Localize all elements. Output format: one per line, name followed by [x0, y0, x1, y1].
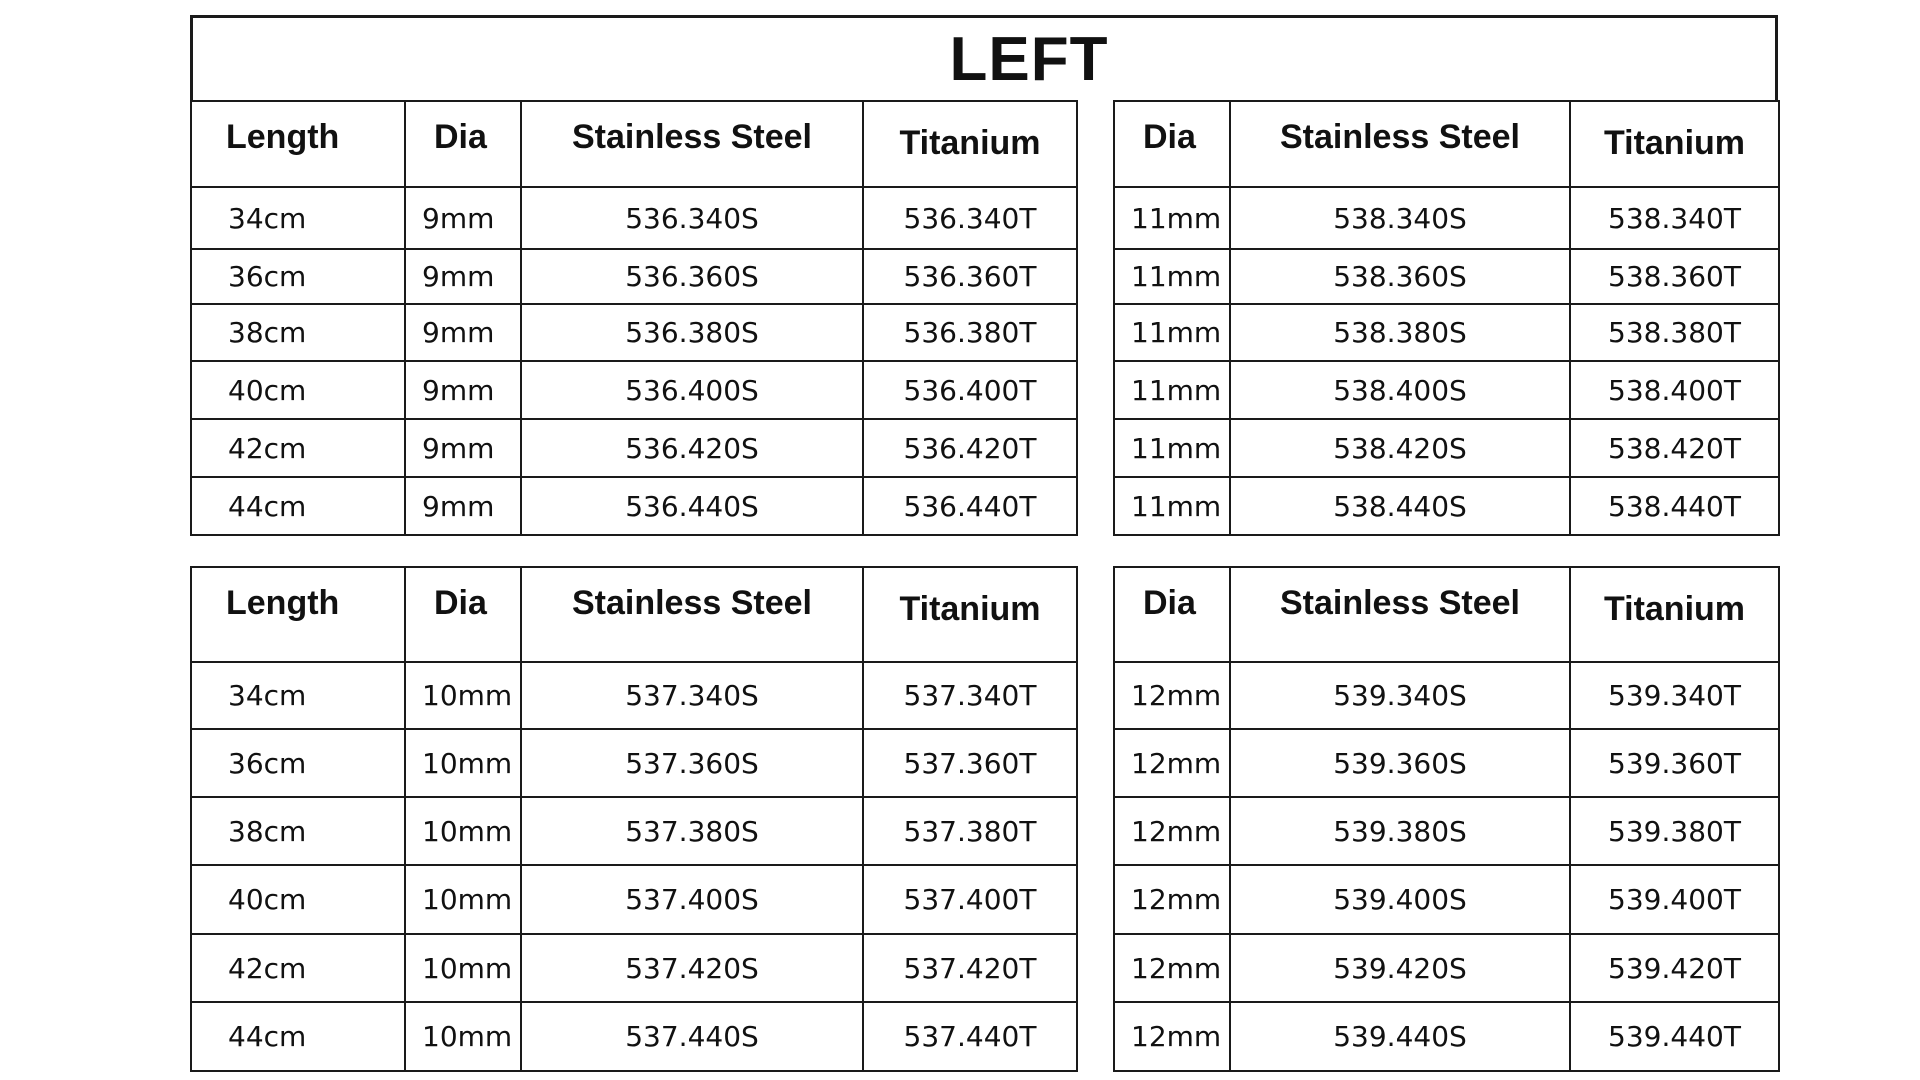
- cell-stainless-steel: 538.340S: [1230, 187, 1570, 249]
- cell-titanium: 537.380T: [863, 797, 1077, 865]
- header-stainless-steel: Stainless Steel: [1230, 567, 1570, 662]
- cell-dia: 10mm: [405, 662, 521, 729]
- table-row: [191, 797, 1077, 865]
- table-row: [1114, 797, 1779, 865]
- table-row: [1114, 1002, 1779, 1071]
- cell-dia: 10mm: [405, 1002, 521, 1071]
- cell-stainless-steel: 536.400S: [521, 361, 863, 419]
- cell-length: 42cm: [191, 419, 405, 477]
- cell-titanium: 539.360T: [1570, 729, 1779, 797]
- cell-dia: 9mm: [405, 187, 521, 249]
- cell-dia: 11mm: [1114, 361, 1230, 419]
- cell-length: 40cm: [191, 361, 405, 419]
- cell-dia: 12mm: [1114, 662, 1230, 729]
- cell-stainless-steel: 536.380S: [521, 304, 863, 361]
- table-top-right: [1113, 100, 1780, 536]
- cell-titanium: 538.440T: [1570, 477, 1779, 535]
- header-titanium: Titanium: [1570, 567, 1779, 662]
- cell-length: 34cm: [191, 187, 405, 249]
- cell-titanium: 537.400T: [863, 865, 1077, 934]
- table-row: [1114, 187, 1779, 249]
- header-stainless-steel: Stainless Steel: [521, 101, 863, 187]
- table-top-left: [190, 100, 1078, 536]
- cell-titanium: 538.340T: [1570, 187, 1779, 249]
- cell-stainless-steel: 539.400S: [1230, 865, 1570, 934]
- cell-titanium: 537.340T: [863, 662, 1077, 729]
- table-header-row: [1114, 101, 1779, 187]
- cell-stainless-steel: 537.440S: [521, 1002, 863, 1071]
- header-dia: Dia: [1114, 567, 1230, 662]
- cell-titanium: 536.380T: [863, 304, 1077, 361]
- cell-stainless-steel: 539.380S: [1230, 797, 1570, 865]
- table-row: [191, 662, 1077, 729]
- table-row: [191, 249, 1077, 304]
- cell-dia: 10mm: [405, 934, 521, 1002]
- table-header-row: [191, 101, 1077, 187]
- title-box: [190, 15, 1778, 100]
- table-bottom-left: [190, 566, 1078, 1072]
- cell-titanium: 536.340T: [863, 187, 1077, 249]
- cell-stainless-steel: 538.380S: [1230, 304, 1570, 361]
- cell-stainless-steel: 537.400S: [521, 865, 863, 934]
- cell-titanium: 538.400T: [1570, 361, 1779, 419]
- cell-titanium: 538.360T: [1570, 249, 1779, 304]
- table-row: [191, 361, 1077, 419]
- header-stainless-steel: Stainless Steel: [521, 567, 863, 662]
- cell-titanium: 539.420T: [1570, 934, 1779, 1002]
- table-row: [191, 729, 1077, 797]
- header-dia: Dia: [405, 101, 521, 187]
- cell-length: 38cm: [191, 797, 405, 865]
- cell-length: 38cm: [191, 304, 405, 361]
- cell-stainless-steel: 538.400S: [1230, 361, 1570, 419]
- cell-titanium: 537.360T: [863, 729, 1077, 797]
- cell-titanium: 539.400T: [1570, 865, 1779, 934]
- header-titanium: Titanium: [863, 567, 1077, 662]
- table-row: [1114, 304, 1779, 361]
- cell-dia: 12mm: [1114, 729, 1230, 797]
- cell-dia: 10mm: [405, 797, 521, 865]
- cell-stainless-steel: 538.420S: [1230, 419, 1570, 477]
- cell-stainless-steel: 536.440S: [521, 477, 863, 535]
- cell-stainless-steel: 536.360S: [521, 249, 863, 304]
- table-row: [1114, 249, 1779, 304]
- table-row: [1114, 419, 1779, 477]
- cell-titanium: 539.440T: [1570, 1002, 1779, 1071]
- cell-stainless-steel: 539.440S: [1230, 1002, 1570, 1071]
- cell-stainless-steel: 537.360S: [521, 729, 863, 797]
- cell-dia: 9mm: [405, 361, 521, 419]
- cell-stainless-steel: 538.440S: [1230, 477, 1570, 535]
- cell-dia: 9mm: [405, 419, 521, 477]
- cell-titanium: 536.360T: [863, 249, 1077, 304]
- table-row: [1114, 477, 1779, 535]
- cell-length: 36cm: [191, 249, 405, 304]
- cell-stainless-steel: 536.340S: [521, 187, 863, 249]
- header-length: Length: [191, 567, 405, 662]
- cell-dia: 9mm: [405, 304, 521, 361]
- cell-dia: 11mm: [1114, 249, 1230, 304]
- header-titanium: Titanium: [863, 101, 1077, 187]
- cell-titanium: 539.380T: [1570, 797, 1779, 865]
- cell-dia: 12mm: [1114, 865, 1230, 934]
- table-row: [191, 865, 1077, 934]
- cell-titanium: 539.340T: [1570, 662, 1779, 729]
- cell-length: 36cm: [191, 729, 405, 797]
- cell-length: 34cm: [191, 662, 405, 729]
- table-bottom-right: [1113, 566, 1780, 1072]
- header-dia: Dia: [405, 567, 521, 662]
- cell-dia: 9mm: [405, 477, 521, 535]
- table-row: [1114, 361, 1779, 419]
- table-row: [191, 477, 1077, 535]
- table-header-row: [1114, 567, 1779, 662]
- cell-titanium: 538.420T: [1570, 419, 1779, 477]
- cell-dia: 11mm: [1114, 187, 1230, 249]
- header-titanium: Titanium: [1570, 101, 1779, 187]
- header-stainless-steel: Stainless Steel: [1230, 101, 1570, 187]
- cell-length: 40cm: [191, 865, 405, 934]
- cell-length: 44cm: [191, 1002, 405, 1071]
- table-row: [1114, 934, 1779, 1002]
- cell-titanium: 536.440T: [863, 477, 1077, 535]
- cell-dia: 12mm: [1114, 797, 1230, 865]
- cell-stainless-steel: 538.360S: [1230, 249, 1570, 304]
- cell-titanium: 538.380T: [1570, 304, 1779, 361]
- cell-titanium: 536.400T: [863, 361, 1077, 419]
- cell-stainless-steel: 539.340S: [1230, 662, 1570, 729]
- cell-dia: 11mm: [1114, 419, 1230, 477]
- cell-dia: 10mm: [405, 865, 521, 934]
- cell-titanium: 536.420T: [863, 419, 1077, 477]
- page-title: LEFT: [949, 25, 1109, 94]
- table-row: [1114, 729, 1779, 797]
- table-row: [191, 934, 1077, 1002]
- cell-dia: 9mm: [405, 249, 521, 304]
- cell-stainless-steel: 537.340S: [521, 662, 863, 729]
- cell-titanium: 537.420T: [863, 934, 1077, 1002]
- cell-stainless-steel: 539.360S: [1230, 729, 1570, 797]
- table-row: [191, 187, 1077, 249]
- table-row: [191, 304, 1077, 361]
- cell-dia: 12mm: [1114, 934, 1230, 1002]
- cell-length: 44cm: [191, 477, 405, 535]
- cell-dia: 11mm: [1114, 304, 1230, 361]
- cell-stainless-steel: 539.420S: [1230, 934, 1570, 1002]
- table-row: [191, 419, 1077, 477]
- cell-stainless-steel: 537.380S: [521, 797, 863, 865]
- cell-length: 42cm: [191, 934, 405, 1002]
- cell-stainless-steel: 537.420S: [521, 934, 863, 1002]
- table-row: [1114, 865, 1779, 934]
- header-length: Length: [191, 101, 405, 187]
- cell-dia: 12mm: [1114, 1002, 1230, 1071]
- table-row: [1114, 662, 1779, 729]
- table-header-row: [191, 567, 1077, 662]
- table-row: [191, 1002, 1077, 1071]
- cell-titanium: 537.440T: [863, 1002, 1077, 1071]
- cell-dia: 10mm: [405, 729, 521, 797]
- header-dia: Dia: [1114, 101, 1230, 187]
- cell-stainless-steel: 536.420S: [521, 419, 863, 477]
- cell-dia: 11mm: [1114, 477, 1230, 535]
